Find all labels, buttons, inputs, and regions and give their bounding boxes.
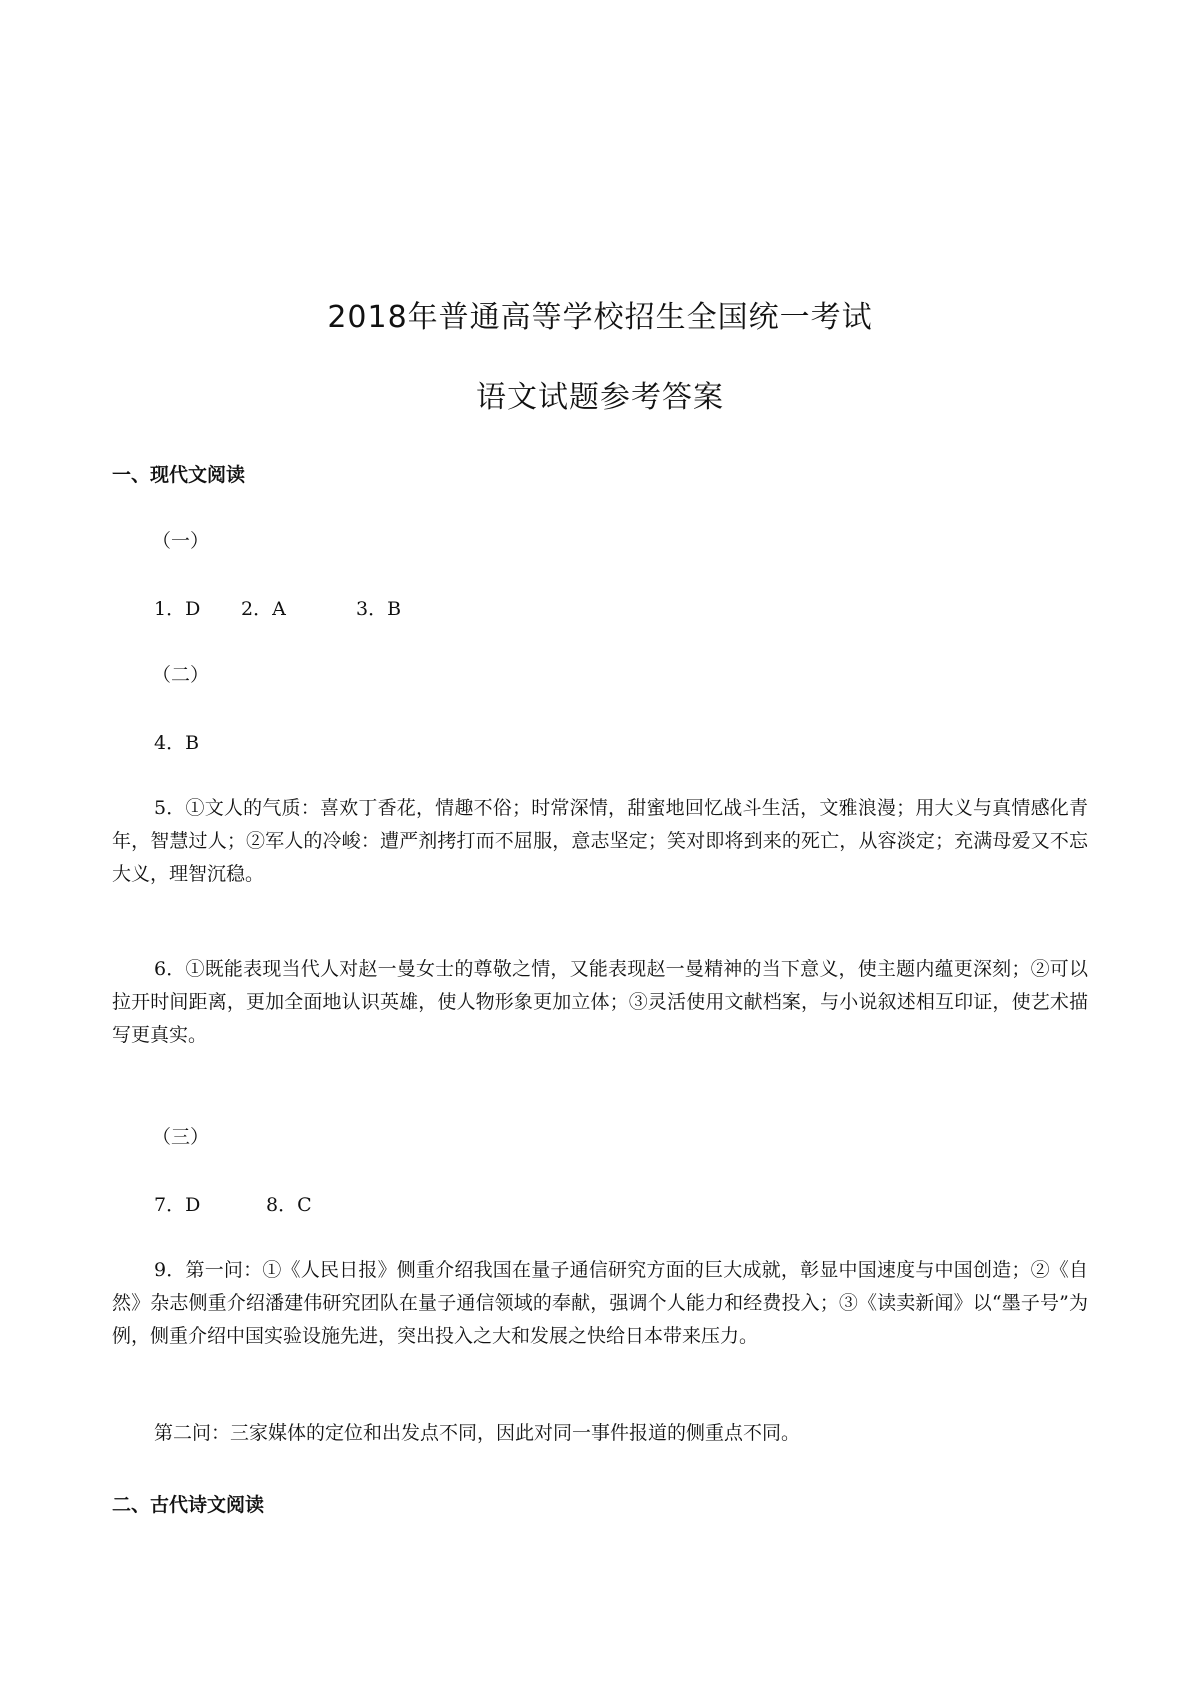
- page-title: 2018年普通高等学校招生全国统一考试: [327, 300, 873, 335]
- answer-q8: 8．C: [266, 1194, 312, 1216]
- section-heading-modern-reading: 一、现代文阅读: [112, 464, 246, 486]
- answer-q3: 3．B: [356, 598, 402, 620]
- page-subtitle: 语文试题参考答案: [476, 380, 724, 415]
- answer-q5-text: 5．①文人的气质：喜欢丁香花，情趣不俗；时常深情，甜蜜地回忆战斗生活，文雅浪漫；用大义与真情感化青年，智慧过人；②军人的冷峻：遭严剂拷打而不屈服，意志坚定；笑对即将到来的死亡，从容淡定；充满母爱又不忘大义，理智沉稳。: [112, 797, 1088, 885]
- answer-q6-text: 6．①既能表现当代人对赵一曼女士的尊敬之情，又能表现赵一曼精神的当下意义，使主题内蕴更深刻；②可以拉开时间距离，更加全面地认识英雄，使人物形象更加立体；③灵活使用文献档案，与小说叙述相互印证，使艺术描写更真实。: [112, 958, 1088, 1046]
- answer-q5: [112, 792, 1088, 891]
- part-label-3: （三）: [152, 1126, 210, 1148]
- answer-row-2: [154, 728, 199, 755]
- answer-q9-text: 9．第一问：①《人民日报》侧重介绍我国在量子通信研究方面的巨大成就，彰显中国速度与中国创造；②《自然》杂志侧重介绍潘建伟研究团队在量子通信领域的奉献，强调个人能力和经费投入；③《读卖新闻》以“墨子号”为例，侧重介绍中国实验设施先进，突出投入之大和发展之快给日本带来压力。: [112, 1259, 1088, 1347]
- answer-q9-part2: [112, 1417, 1088, 1450]
- answer-q7: 7．D: [154, 1194, 201, 1216]
- answer-q2: 2．A: [241, 598, 286, 620]
- answer-q6: [112, 953, 1088, 1052]
- answer-q9: [112, 1254, 1088, 1353]
- section-heading-classical-reading: 二、古代诗文阅读: [112, 1494, 265, 1516]
- answer-q1: 1．D: [154, 598, 201, 620]
- part-label-1: （一）: [152, 530, 210, 552]
- part-label-2: （二）: [152, 664, 210, 686]
- answer-row-1: [154, 594, 401, 621]
- answer-q9-part2-text: 第二问：三家媒体的定位和出发点不同，因此对同一事件报道的侧重点不同。: [154, 1422, 801, 1444]
- answer-row-3: [154, 1190, 312, 1217]
- answer-q4: 4．B: [154, 732, 200, 754]
